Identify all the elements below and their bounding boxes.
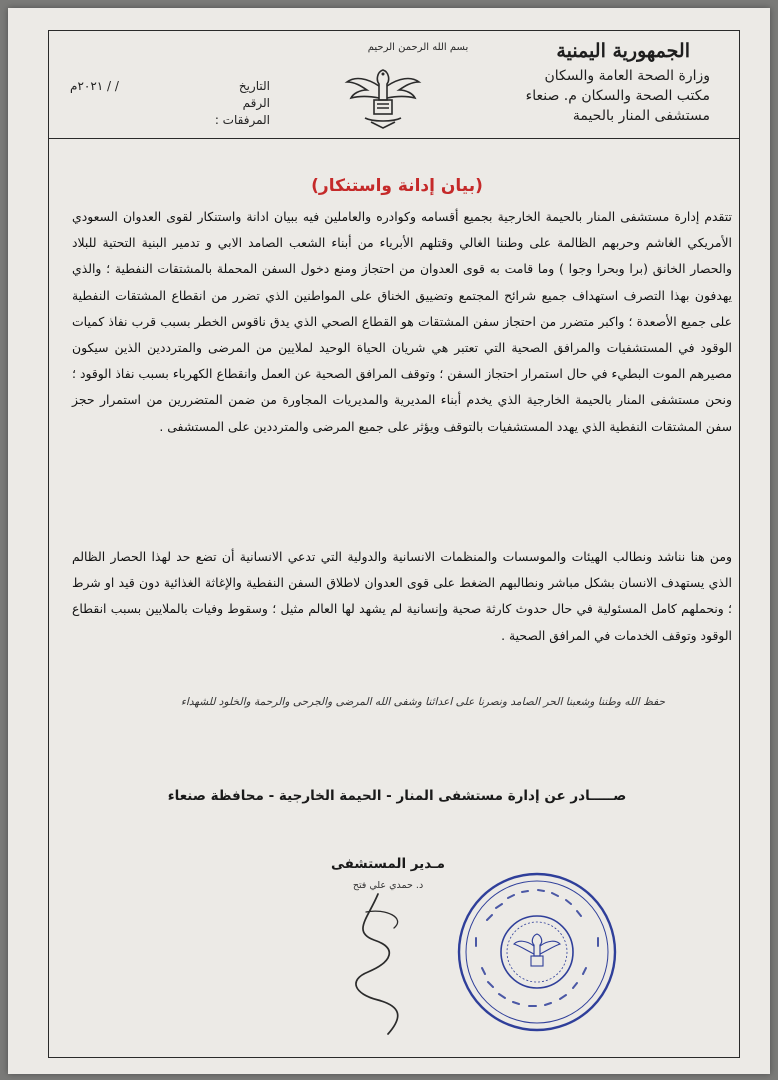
circular-official-stamp-icon — [452, 868, 622, 1036]
body-paragraph-1: تتقدم إدارة مستشفى المنار بالحيمة الخارجية بجميع أقسامه وكوادره والعاملين فيه ببيان ادانة واستنكار لقوى العدوان السعودي الأمريكي الغاشم وحربهم الظالمة على وطننا الغالي وقتلهم الأبرياء من أبناء الشعب الصامد الابي و تدمير البنية التحتية للبلاد والحصار الخانق (برا وبحرا وجوا ) وما قامت به قوى العدوان من احتجاز ومنع دخول السفن المحملة بالمشتقات النفطية ؛ والذي يهدفون بهذا التصرف استهداف جميع شرائح المجتمع وتضييق الخناق على المواطنين الذي تضرر من انقطاع المشتقات النفطية على جميع الأصعدة ؛ واكبر متضرر من احتجاز سفن المشتقات هو القطاع الصحي الذي يدق ناقوس الخطر بسبب قرب نفاذ كميات الوقود في المستشفيات والمرافق الصحية التي تعتبر هي شريان الحياة الوحيد لملايين من المرضى والمترددين الذين سيكون مصيرهم الموت البطيء في حال استمرار احتجاز السفن ؛ وتوقف المرافق الصحية عن العمل وانقطاع الكهرباء بسبب نفاذ الوقود ؛ ونحن مستشفى المنار بالحيمة الخارجية الذي يخدم أبناء المديرية والمديريات المجاورة من ضمن المتضررين من استمرار حجز سفن المشتقات النفطية الذي يهدد المستشفيات بالتوقف ويؤثر على جميع المرضى والمترددين على المستشفى . — [72, 209, 732, 434]
body-paragraph-2: ومن هنا نناشد ونطالب الهيئات والموسسات والمنظمات الانسانية والدولية التي تدعي الانسانية أن تضع حد لهذا الحصار الظالم الذي يستهدف الانسان بشكل مباشر ونطالبهم الضغط على قوى العدوان لاطلاق السفن النفطية والإغاثة الغذائية دون قيد او شرط ؛ ونحملهم كامل المسئولية في حال حدوث كارثة صحية وإنسانية لم يشهد لها العالم مثيل ؛ وسقوط وفيات بالملايين بسبب انقطاع الوقود وتوقف الخدمات في المرافق الصحية . — [72, 549, 732, 643]
hospital-line: مستشفى المنار بالحيمة — [572, 108, 710, 124]
date-label: التاريخ — [238, 79, 270, 93]
office-line: مكتب الصحة والسكان م. صنعاء — [525, 88, 710, 104]
director-name: د. حمدي علي فتح — [352, 880, 424, 891]
ministry-line: وزارة الصحة العامة والسكان — [544, 68, 710, 84]
handwritten-closing: حفظ الله وطننا وشعبنا الحر الصامد ونصرنا على اعدائنا وشفى الله المرضى والجرحى والرحمة والخلود للشهداء — [180, 696, 666, 708]
header-divider — [48, 138, 740, 139]
handwritten-signature-icon — [308, 888, 468, 1038]
yemen-eagle-emblem-icon — [343, 60, 423, 132]
issued-by-line: صـــــادر عن إدارة مستشفى المنار - الحيمة الخارجية - محافظة صنعاء — [167, 788, 627, 804]
date-value: / / ٢٠٢١م — [70, 79, 119, 93]
basmala: بسم الله الرحمن الرحيم — [367, 42, 469, 53]
attachments-label: المرفقات : — [214, 113, 270, 127]
document-title: (بيان إدانة واستنكار) — [311, 176, 483, 196]
reference-block — [70, 78, 270, 129]
republic-heading: الجمهورية اليمنية — [556, 40, 690, 62]
ref-label: الرقم — [242, 96, 270, 110]
director-title: مـدير المستشفى — [330, 856, 446, 872]
document-page — [8, 8, 770, 1074]
